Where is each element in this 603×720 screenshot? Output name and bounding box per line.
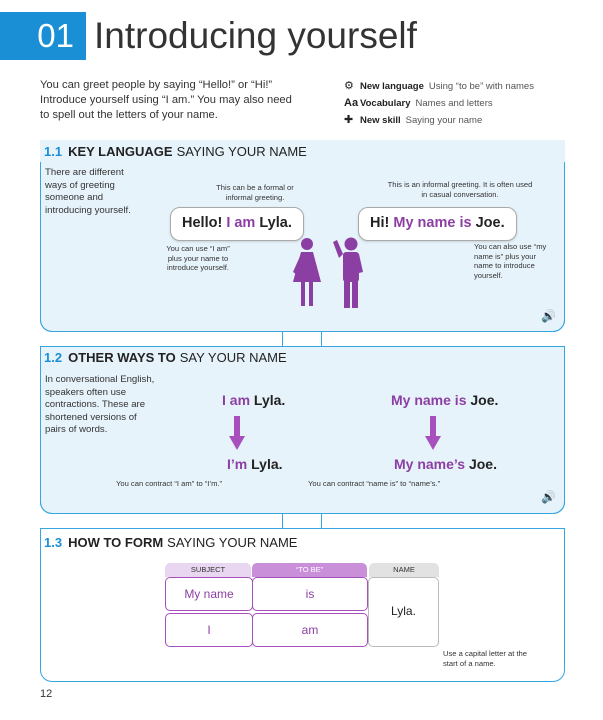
section-key: OTHER WAYS TO [68,350,176,365]
meta-label: Vocabulary [360,98,411,109]
audio-icon[interactable]: 🔊 [541,309,556,323]
down-arrow-icon [425,416,441,452]
bubble-phrase: My name is [393,215,472,231]
people-illustration [285,236,375,312]
ex-name: Lyla. [251,456,283,472]
page-number: 12 [40,688,53,700]
bubble-greet: Hello! [182,215,223,231]
intro-text: You can greet people by saying “Hello!” or “Hi!” Introduce yourself using “I am.” You may also need to spell out the letters of your name. [40,79,292,121]
example-mynames [394,456,497,472]
meta-label: New language [360,81,424,92]
connector [282,332,322,346]
speech-bubble-lyla [170,207,304,241]
section-number: 1.2 [44,350,63,365]
note-informal: This is an informal greeting. It is often used in casual conversation. [387,180,533,199]
header-tobe: “TO BE” [252,563,367,577]
ex-phrase: I’m [227,456,248,472]
bubble-phrase: I am [226,215,256,231]
section-1-heading [40,142,565,162]
header-subject: SUBJECT [165,563,251,577]
section-2-heading [40,348,565,368]
down-arrow-icon [229,416,245,452]
section-key: HOW TO FORM [68,535,164,550]
meta-text: Names and letters [415,98,493,109]
ex-name: Lyla. [253,392,286,408]
section-key: KEY LANGUAGE [68,144,173,159]
meta-label: New skill [360,115,401,126]
ex-name: Joe. [468,456,497,472]
section-3-heading [40,533,565,553]
cell-tobe-am: am [252,613,368,647]
section-rest: SAYING YOUR NAME [167,535,298,550]
example-myname-is [391,392,498,408]
ex-phrase: My name’s [394,456,466,472]
bubble-name: Joe. [475,215,505,231]
ex-name: Joe. [470,392,499,408]
cell-tobe-is: is [252,577,368,611]
meta-list [344,78,534,129]
header-name: NAME [369,563,439,577]
section-rest: SAY YOUR NAME [179,350,287,365]
note-contract-name: You can contract “name is” to “name’s.” [308,479,441,488]
audio-icon[interactable]: 🔊 [541,490,556,504]
section-rest: SAYING YOUR NAME [176,144,307,159]
meta-text: Using “to be” with names [428,81,534,92]
ex-phrase: My name is [391,392,467,408]
page-title: Introducing yourself [94,15,417,56]
note-contract-iam: You can contract “I am” to “I’m.” [116,479,223,488]
man-figure [333,238,363,309]
section-number: 1.3 [44,535,63,550]
chapter-number: 01 [0,12,86,60]
speech-bubble-joe [358,207,517,241]
bubble-name: Lyla. [259,215,292,231]
ex-phrase: I am [222,392,251,408]
note-formal: This can be a formal or informal greeting. [216,183,294,202]
text-icon: Aa [344,97,359,109]
gears-icon: ⚙ [344,80,354,92]
cell-subject-myname: My name [165,577,253,611]
puzzle-icon: ✚ [344,114,354,126]
section-1-desc: There are different ways of greeting someone and introducing yourself. [45,167,131,216]
connector [282,514,322,528]
example-iam [222,392,285,408]
meta-text: Saying your name [405,115,483,126]
example-im [227,456,283,472]
cell-name: Lyla. [368,577,439,647]
section-2-desc: In conversational English, speakers often use contractions. These are shortened versions of pairs of words. [45,374,155,435]
note-myname: You can also use “my name is” plus your name to introduce yourself. [474,242,547,280]
note-capital: Use a capital letter at the start of a name. [443,649,527,668]
woman-figure [293,238,321,306]
cell-subject-i: I [165,613,253,647]
bubble-greet: Hi! [370,215,390,231]
note-iam: You can use “I am” plus your name to introduce yourself. [166,244,230,272]
section-number: 1.1 [44,144,63,159]
